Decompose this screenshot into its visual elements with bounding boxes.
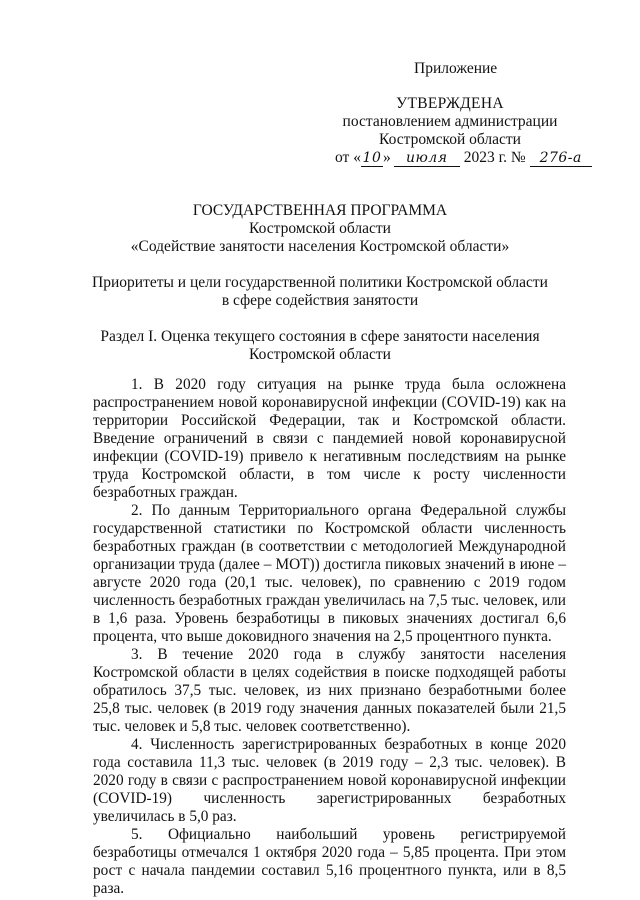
paragraph-4: 4. Численность зарегистрированных безработных в конце 2020 года составила 11,3 тыс. человек (в 2019 году – 2,3 тыс. человек). В 2020 году в связи с распространением новой коронавирусной инфекции (COVID-19) численность зарегистрированных безработных увеличилась в 5,0 раз. — [93, 736, 566, 825]
handwritten-day: 10 — [362, 150, 382, 166]
paragraph-5: 5. Официально наибольший уровень регистрируемой безработицы отмечался 1 октября 2020 года – 5,85 процента. При этом рост с начала пандемии составил 5,16 процентного пункта, или в 8,5 раза. — [93, 826, 566, 897]
program-heading-block — [40, 202, 600, 364]
date-prefix: от « — [335, 149, 361, 166]
section-heading-line-1: Раздел I. Оценка текущего состояния в сфере занятости населения — [100, 328, 540, 345]
decree-line-1: постановлением администрации — [342, 113, 558, 130]
decree-date-line — [335, 149, 600, 167]
section-heading-line-2: Костромской области — [249, 346, 391, 363]
handwritten-number: 276-а — [530, 151, 592, 167]
priorities-heading-line-1: Приоритеты и цели государственной политики Костромской области — [92, 274, 548, 291]
appendix-label: Приложение — [414, 60, 498, 77]
approval-stamp-block — [300, 60, 600, 167]
approved-heading: УТВЕРЖДЕНА — [396, 95, 504, 112]
date-year: 2023 г. № — [463, 149, 526, 166]
date-quote-close: » — [382, 149, 391, 166]
program-name: «Содействие занятости населения Костромской области» — [130, 238, 510, 255]
priorities-heading-line-2: в сфере содействия занятости — [221, 292, 419, 309]
paragraph-1: 1. В 2020 году ситуация на рынке труда была осложнена распространением новой коронавирусной инфекции (COVID-19) как на территории Российской Федерации, так и Костромской области. Введение ограничений в связи с пандемией новой коронавирусной инфекции (COVID-19) привело к негативным последствиям на рынке труда Костромской области, в том числе к росту численности безработных граждан. — [93, 376, 566, 501]
program-region: Костромской области — [249, 220, 391, 237]
program-title: ГОСУДАРСТВЕННАЯ ПРОГРАММА — [192, 202, 448, 219]
paragraph-3: 3. В течение 2020 года в службу занятости населения Костромской области в целях содействия в поиске подходящей работы обратилось 37,5 тыс. человек, из них признано безработными более 25,8 тыс. человек (в 2019 году значения данных показателей были 21,5 тыс. человек и 5,8 тыс. человек соответственно). — [93, 646, 566, 735]
paragraph-2: 2. По данным Территориального органа Федеральной службы государственной статистики по Костромской области численность безработных граждан (в соответствии с методологией Международной организации труда (далее – МОТ)) достигла пиковых значений в июне – августе 2020 года (20,1 тыс. человек), по сравнению с 2019 годом численность безработных граждан увеличилась на 7,5 тыс. человек, или в 1,6 раза. Уровень безработицы в пиковых значениях достигал 6,6 процента, что выше доковидного значения на 2,5 процентного пункта. — [93, 502, 566, 645]
decree-line-2: Костромской области — [379, 131, 521, 148]
handwritten-month: июля — [394, 151, 460, 167]
body-text — [93, 376, 566, 898]
